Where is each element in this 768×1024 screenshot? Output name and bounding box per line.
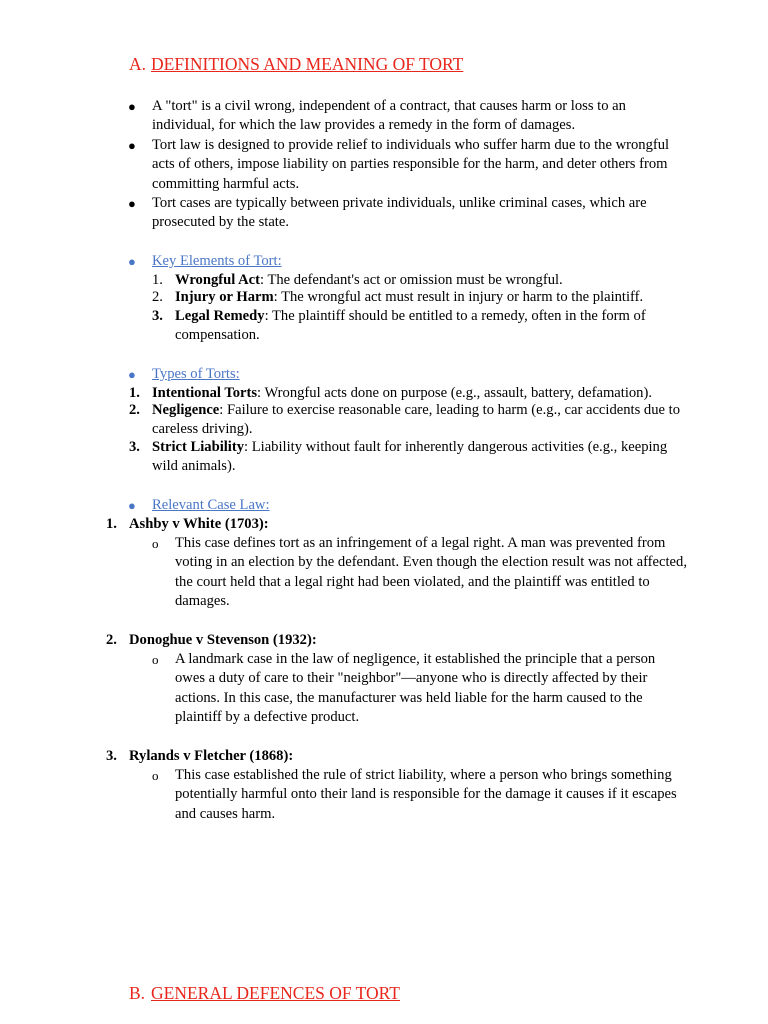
- types-heading: Types of Torts:: [152, 366, 240, 382]
- case-number: 1.: [106, 516, 117, 532]
- intro-bullet-text: A "tort" is a civil wrong, independent of a contract, that causes harm or loss to an individual, for which the law provides a remedy in the form of damages.: [152, 98, 626, 134]
- list-number: 2.: [129, 402, 140, 418]
- desc: : The wrongful act must result in injury or harm to the plaintiff.: [273, 289, 644, 305]
- desc: : The defendant's act or omission must be wrongful.: [260, 272, 563, 288]
- bullet-dot-icon: ●: [128, 99, 136, 114]
- desc: : Liability without fault for inherently dangerous activities (e.g., keeping wild animals).: [152, 439, 668, 475]
- case-title: Donoghue v Stevenson (1932):: [129, 632, 317, 648]
- list-number: 1.: [129, 385, 140, 401]
- intro-bullet-text: Tort cases are typically between private individuals, unlike criminal cases, which are prosecuted by the state.: [152, 195, 647, 231]
- list-item-text: [175, 307, 675, 346]
- sub-bullet-icon: o: [152, 536, 159, 551]
- case-number: 2.: [106, 632, 117, 648]
- desc: : Wrongful acts done on purpose (e.g., assault, battery, defamation).: [257, 385, 652, 401]
- section-b-letter: B.: [129, 983, 146, 1003]
- bullet-dot-icon: ●: [128, 254, 136, 269]
- term: Wrongful Act: [175, 272, 261, 288]
- case-number: 3.: [106, 748, 117, 764]
- case-description: This case defines tort as an infringement of a legal right. A man was prevented from voting in an election by the defendant. Even though the election result was not affected, the court held that a legal right had been violated, and the plaintiff was entitled to damages.: [175, 535, 687, 610]
- section-b-heading: [129, 982, 400, 1004]
- list-item-text: [152, 438, 692, 477]
- sub-bullet-icon: o: [152, 768, 159, 783]
- case-title: Rylands v Fletcher (1868):: [129, 748, 294, 764]
- term: Negligence: [152, 402, 220, 418]
- case-description: A landmark case in the law of negligence, it established the principle that a person owes a duty of care to their "neighbor"—anyone who is directly affected by their actions. In this case, the manufacturer was held liable for the harm caused to the plaintiff by a defective product.: [175, 651, 656, 726]
- bullet-dot-icon: ●: [128, 196, 136, 211]
- list-number: 3.: [152, 308, 163, 324]
- bullet-dot-icon: ●: [128, 138, 136, 153]
- case-law-heading: Relevant Case Law:: [152, 497, 270, 513]
- list-number: 3.: [129, 439, 140, 455]
- key-elements-heading: Key Elements of Tort:: [152, 253, 282, 269]
- list-item-text: [175, 288, 695, 307]
- desc: : The plaintiff should be entitled to a remedy, often in the form of compensation.: [175, 308, 646, 344]
- term: Intentional Torts: [152, 385, 258, 401]
- desc: : Failure to exercise reasonable care, leading to harm (e.g., car accidents due to careless driving).: [152, 402, 680, 438]
- term: Strict Liability: [152, 439, 245, 455]
- sub-bullet-icon: o: [152, 652, 159, 667]
- section-a-heading: [129, 53, 463, 75]
- list-item-text: [152, 401, 692, 440]
- bullet-dot-icon: ●: [128, 498, 136, 513]
- case-description: This case established the rule of strict liability, where a person who brings something potentially harmful onto their land is responsible for the damage it causes if it escapes and causes harm.: [175, 767, 677, 822]
- list-number: 2.: [152, 289, 163, 305]
- section-a-letter: A.: [129, 54, 147, 74]
- term: Legal Remedy: [175, 308, 265, 324]
- case-title: Ashby v White (1703):: [129, 516, 269, 532]
- list-number: 1.: [152, 272, 163, 288]
- section-a-title: DEFINITIONS AND MEANING OF TORT: [151, 54, 464, 74]
- section-b-title: GENERAL DEFENCES OF TORT: [151, 983, 400, 1003]
- intro-bullet-text: Tort law is designed to provide relief to individuals who suffer harm due to the wrongful acts of others, impose liability on parties responsible for the harm, and deter others from committing harmful acts.: [152, 137, 670, 192]
- bullet-dot-icon: ●: [128, 367, 136, 382]
- term: Injury or Harm: [175, 289, 274, 305]
